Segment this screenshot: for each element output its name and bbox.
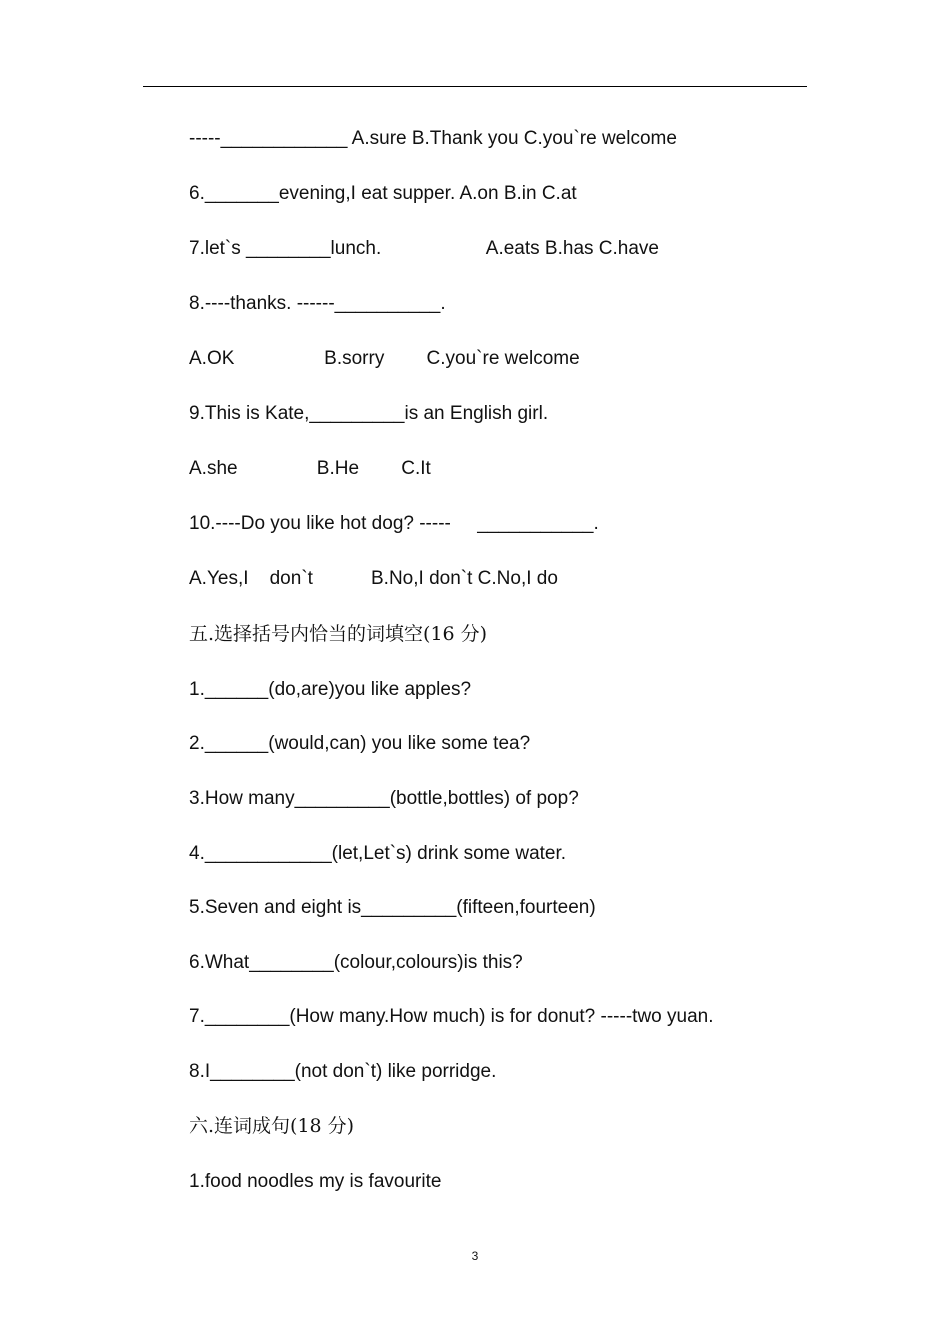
section-5-item-7: 7.________(How many.How much) is for donut? -----two yuan. — [189, 1006, 714, 1027]
question-7: 7.let`s ________lunch. A.eats B.has C.have — [189, 238, 659, 259]
question-6: 6._______evening,I eat supper. A.on B.in C.at — [189, 183, 577, 204]
section-5-item-4: 4.____________(let,Let`s) drink some water. — [189, 843, 567, 864]
question-8-options: A.OK B.sorry C.you`re welcome — [189, 348, 580, 369]
section-5-item-2: 2.______(would,can) you like some tea? — [189, 733, 531, 754]
section-5-item-6: 6.What________(colour,colours)is this? — [189, 952, 523, 973]
section-5-item-1: 1.______(do,are)you like apples? — [189, 679, 472, 700]
section-5-item-8: 8.I________(not don`t) like porridge. — [189, 1061, 497, 1082]
page-number: 3 — [471, 1249, 479, 1263]
section-6-item-1: 1.food noodles my is favourite — [189, 1171, 442, 1192]
question-9-options: A.she B.He C.It — [189, 458, 431, 479]
question-8: 8.----thanks. ------__________. — [189, 293, 446, 314]
question-10: 10.----Do you like hot dog? ----- ___________. — [189, 513, 599, 534]
question-5-answer-line: -----____________ A.sure B.Thank you C.you`re welcome — [189, 128, 677, 149]
header-rule — [143, 86, 807, 87]
question-9: 9.This is Kate,_________is an English girl. — [189, 403, 549, 424]
question-10-options: A.Yes,I don`t B.No,I don`t C.No,I do — [189, 568, 558, 589]
section-5-heading: 五.选择括号内恰当的词填空(16 分) — [189, 623, 488, 645]
section-6-heading: 六.连词成句(18 分) — [189, 1115, 355, 1137]
section-5-item-3: 3.How many_________(bottle,bottles) of pop? — [189, 788, 579, 809]
section-5-item-5: 5.Seven and eight is_________(fifteen,fourteen) — [189, 897, 596, 918]
